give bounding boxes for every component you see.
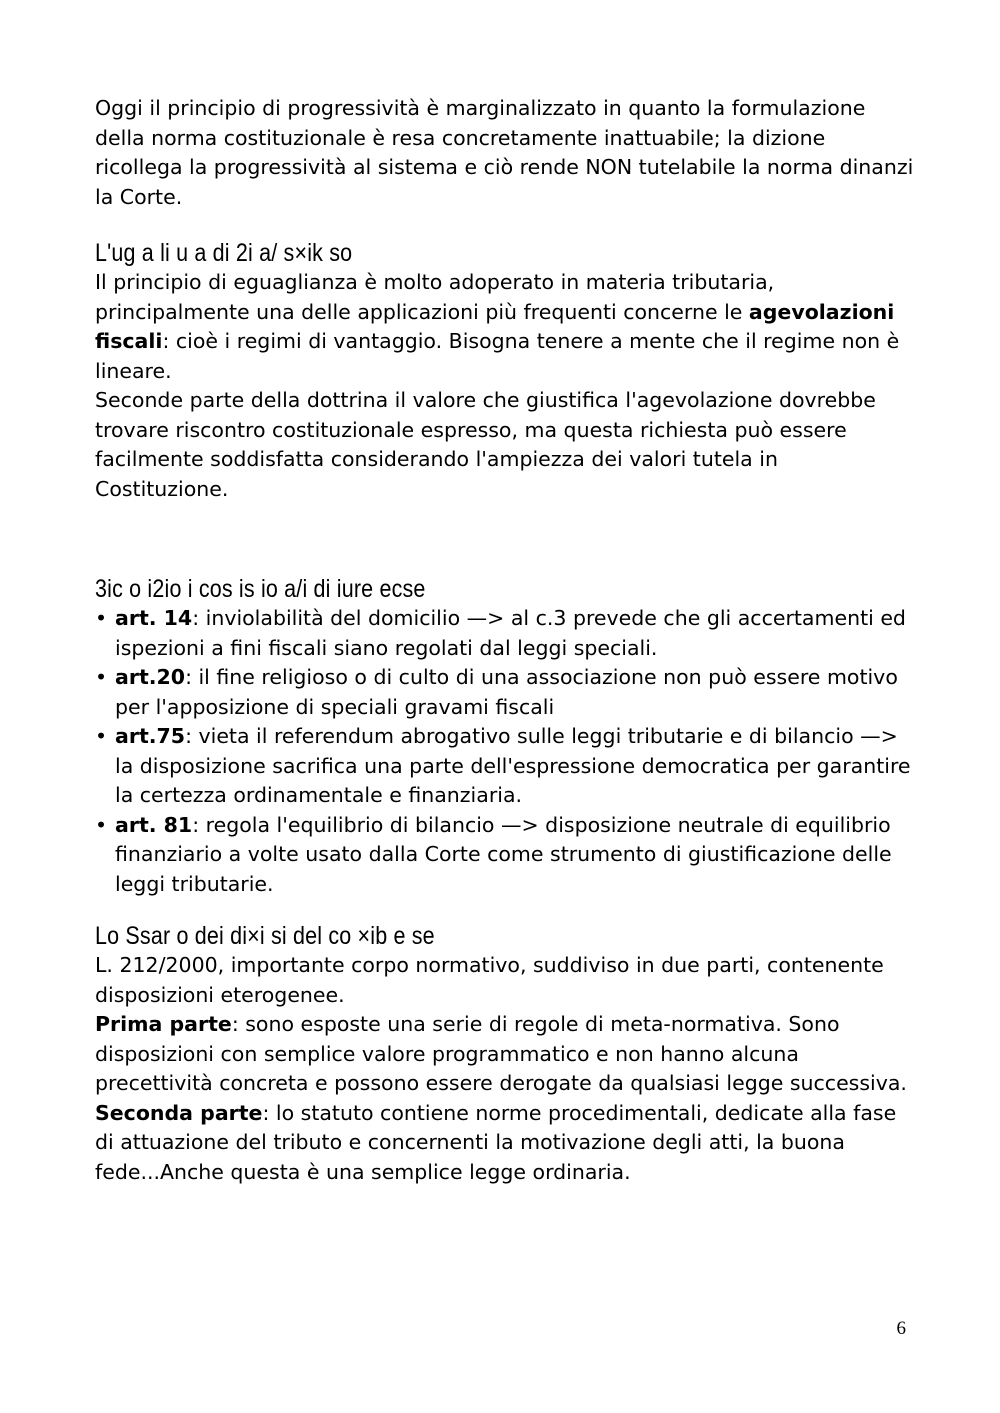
article-description: : vieta il referendum abrogativo sulle leggi tributarie e di bilancio —> la disposizione sacrifica una parte dell'espressione democratica per garantire la certezza ordinamentale e finanziaria. (115, 724, 911, 807)
paragraph-dottrina: Seconde parte della dottrina il valore che giustifica l'agevolazione dovrebbe trovare riscontro costituzionale espresso, ma questa richiesta può essere facilmente soddisfatta considerando l'ampiezza dei valori tutela in Costituzione. (95, 388, 876, 501)
article-description: : regola l'equilibrio di bilancio —> disposizione neutrale di equilibrio finanziario a volte usato dalla Corte come strumento di giustificazione delle leggi tributarie. (115, 812, 892, 896)
list-item (95, 604, 915, 663)
article-label: art. 14 (115, 606, 193, 630)
paragraph-progressivita: Oggi il principio di progressività è marginalizzato in quanto la formulazione della norma costituzionale è resa concretamente inattuabile; la dizione ricollega la progressività al sistema e ciò rende NON tutelabile la norma dinanzi la Corte. (95, 96, 914, 209)
paragraph-prima-parte (95, 1010, 915, 1099)
bullet-icon: • (95, 724, 108, 748)
paragraph-eguaglianza (95, 268, 915, 386)
term-agevolazioni-fiscali: agevolazioni fiscali (95, 299, 895, 353)
bullet-icon: • (95, 665, 108, 689)
article-label: art. 81 (115, 812, 193, 837)
page-number: 6 (896, 1318, 906, 1339)
label-seconda-parte: Seconda parte (95, 1100, 263, 1125)
heading-uguaglianza: L'ug a li u a di 2i a/ s×ik so (95, 239, 353, 267)
article-description: : il fine religioso o di culto di una associazione non può essere motivo per l'apposizione di speciali gravami fiscali (115, 665, 898, 719)
list-item (95, 811, 915, 900)
articles-list (95, 604, 915, 899)
page-content (95, 94, 915, 1187)
heading-statuto-contribuente: Lo Ssar o dei di×i si del co ×ib e se (95, 922, 435, 950)
article-description: : inviolabilità del domicilio —> al c.3 prevede che gli accertamenti ed ispezioni a fini fiscali siano regolati dal leggi speciali. (115, 606, 906, 660)
article-label: art.20 (115, 665, 186, 689)
list-item (95, 663, 915, 722)
label-prima-parte: Prima parte (95, 1012, 232, 1036)
heading-principi-costituzionali: 3ic o i2io i cos is io a/i di iure ecse (95, 575, 426, 603)
bullet-icon: • (95, 606, 108, 630)
list-item (95, 722, 915, 811)
bullet-icon: • (95, 812, 108, 837)
paragraph-eguaglianza-text: Il principio di eguaglianza è molto adoperato in materia tributaria, principalmente una delle applicazioni più frequenti concerne le (95, 270, 775, 324)
text-prima-parte: : sono esposte una serie di regole di meta-normativa. Sono disposizioni con semplice valore programmatico e non hanno alcuna precettività concreta e possono essere derogate da qualsiasi legge successiva. (95, 1012, 907, 1095)
article-label: art.75 (115, 724, 186, 748)
paragraph-eguaglianza-text-end: : cioè i regimi di vantaggio. Bisogna tenere a mente che il regime non è lineare. (95, 329, 900, 383)
text-seconda-parte: : lo statuto contiene norme procedimentali, dedicate alla fase di attuazione del tributo e concernenti la motivazione degli atti, la buona fede...Anche questa è una semplice legge ordinaria. (95, 1100, 897, 1184)
paragraph-seconda-parte (95, 1099, 915, 1188)
paragraph-legge-212: L. 212/2000, importante corpo normativo, suddiviso in due parti, contenente disposizioni eterogenee. (95, 953, 884, 1007)
